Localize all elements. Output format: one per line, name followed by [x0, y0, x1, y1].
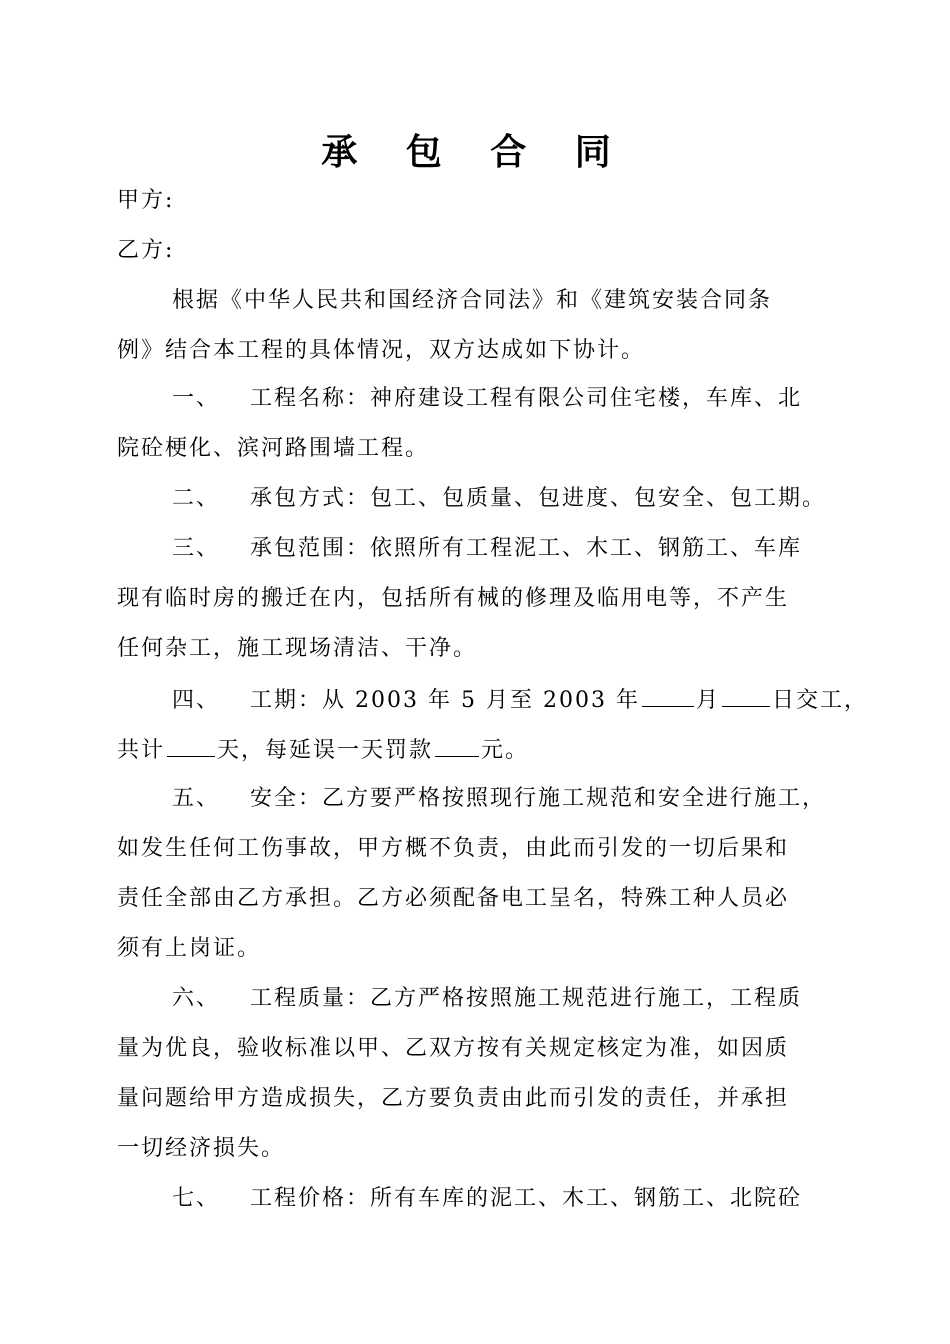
- section-4-text-f: 元。: [481, 738, 530, 763]
- section-1-line-2: 院砼梗化、滨河路围墙工程。: [117, 436, 430, 461]
- section-1-line-1: [172, 384, 857, 414]
- section-4-text-e: 天，每延误一天罚款: [217, 738, 434, 763]
- section-7-text: 工程价格：所有车库的泥工、木工、钢筋工、北院砼: [250, 1186, 803, 1211]
- section-5-line-1: [172, 784, 857, 814]
- section-3-line-3: 任何杂工，施工现场清洁、干净。: [117, 636, 478, 661]
- month-blank[interactable]: [642, 684, 694, 707]
- section-5-line-3: 责任全部由乙方承担。乙方必须配备电工呈名，特殊工种人员必: [117, 886, 790, 911]
- section-6-number: 六、: [172, 986, 221, 1011]
- section-6-line-1: [172, 984, 857, 1014]
- section-4-line-2: [117, 734, 857, 766]
- section-5-line-2: 如发生任何工伤事故，甲方概不负责，由此而引发的一切后果和: [117, 836, 790, 861]
- section-3-line-2: 现有临时房的搬迁在内，包括所有械的修理及临用电等，不产生: [117, 586, 790, 611]
- section-4-text-b: 月: [695, 688, 720, 713]
- section-2-number: 二、: [172, 486, 221, 511]
- section-3-number: 三、: [172, 536, 221, 561]
- party-b-label: 乙方:: [117, 238, 175, 263]
- day-blank[interactable]: [722, 684, 770, 707]
- section-6-line-4: 一切经济损失。: [117, 1136, 286, 1161]
- section-4-line-1: [172, 684, 868, 716]
- section-4-text-d: 共计: [117, 738, 166, 763]
- section-5-number: 五、: [172, 786, 221, 811]
- section-4-number: 四、: [172, 688, 221, 713]
- section-6-text: 工程质量：乙方严格按照施工规范进行施工，工程质: [250, 986, 803, 1011]
- section-7-line-1: [172, 1184, 857, 1214]
- section-1-number: 一、: [172, 386, 221, 411]
- section-3-line-1: [172, 534, 857, 564]
- section-6-line-3: 量问题给甲方造成损失，乙方要负责由此而引发的责任，并承担: [117, 1086, 790, 1111]
- section-4-text-a: 工期：从 2003 年 5 月至 2003 年: [250, 688, 640, 713]
- days-total-blank[interactable]: [167, 734, 215, 757]
- intro-line-1: 根据《中华人民共和国经济合同法》和《建筑安装合同条: [172, 288, 773, 313]
- section-4-text-c: 日交工，: [771, 688, 868, 713]
- penalty-blank[interactable]: [435, 734, 479, 757]
- section-7-number: 七、: [172, 1186, 221, 1211]
- intro-line-2: 例》结合本工程的具体情况，双方达成如下协计。: [117, 338, 646, 363]
- section-5-line-4: 须有上岗证。: [117, 936, 262, 961]
- section-1-text: 工程名称：神府建设工程有限公司住宅楼，车库、北: [250, 386, 803, 411]
- contract-title: 承 包 合 同: [321, 132, 629, 173]
- section-2-text: 承包方式：包工、包质量、包进度、包安全、包工期。: [250, 486, 827, 511]
- party-a-label: 甲方:: [117, 188, 175, 213]
- section-5-text: 安全：乙方要严格按照现行施工规范和安全进行施工，: [250, 786, 827, 811]
- section-2-line-1: [172, 484, 857, 514]
- section-3-text: 承包范围：依照所有工程泥工、木工、钢筋工、车库: [250, 536, 803, 561]
- section-6-line-2: 量为优良，验收标准以甲、乙双方按有关规定核定为准，如因质: [117, 1036, 790, 1061]
